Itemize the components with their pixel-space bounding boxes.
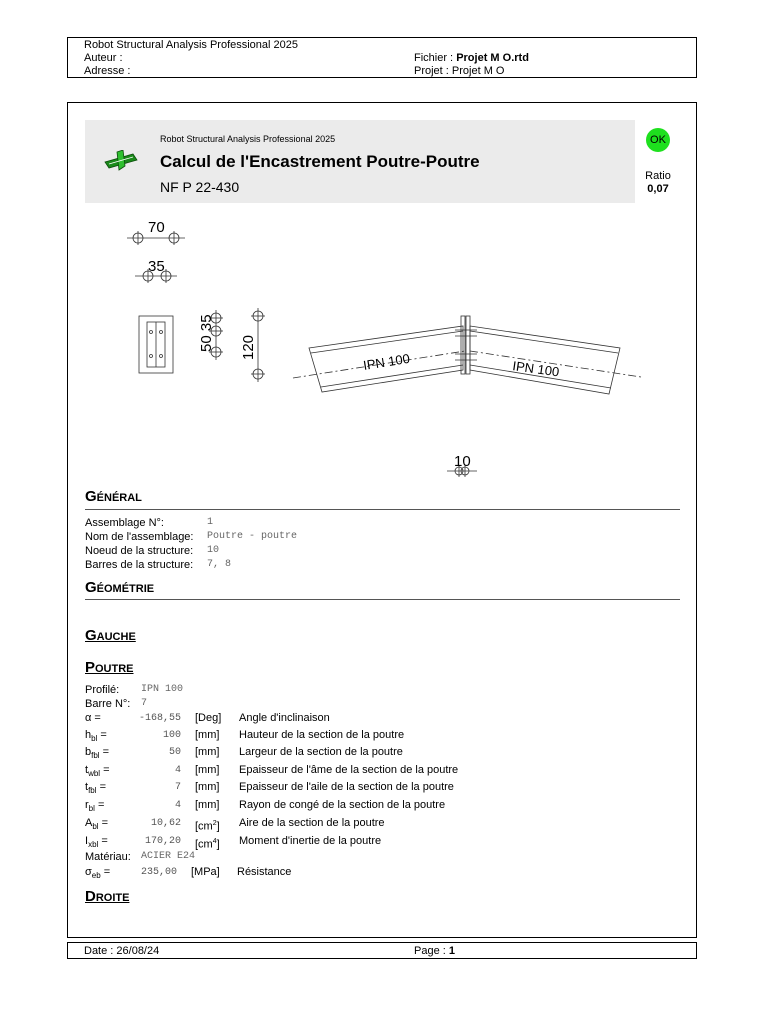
header-project: Projet : Projet M O <box>414 65 505 77</box>
ratio-box <box>634 120 681 203</box>
param-row: $A_{bl}$ = 10,62 $[cm^2]$ Aire de la section de la poutre <box>85 817 385 833</box>
section-divider <box>85 599 680 600</box>
banner-software: Robot Structural Analysis Professional 2025 <box>160 134 336 144</box>
header-software: Robot Structural Analysis Professional 2025 <box>84 39 299 51</box>
beam-right-label: IPN 100 <box>511 358 561 380</box>
param-row: $t_{fbl}$ = 7 [mm] Epaisseur de l'aile de la section de la poutre <box>85 781 454 796</box>
page-title: Calcul de l'Encastrement Poutre-Poutre <box>160 152 480 171</box>
status-ok-badge: OK <box>646 128 670 152</box>
material-row: Matériau: ACIER E24 <box>85 851 196 863</box>
alpha-symbol: α = <box>85 712 101 724</box>
general-row: Noeud de la structure: 10 <box>85 545 220 557</box>
right-heading: Droite <box>85 888 130 905</box>
title-banner <box>85 120 680 203</box>
page-number: 1 <box>448 945 455 957</box>
section-geometry-heading: Géométrie <box>85 579 155 596</box>
beam-left-label: IPN 100 <box>362 350 411 373</box>
bar-row: Barre N°: 7 <box>85 698 148 710</box>
ratio-label: Ratio <box>645 170 671 182</box>
left-heading: Gauche <box>85 627 136 644</box>
param-row: $h_{bl}$ = 100 [mm] Hauteur de la section de la poutre <box>85 729 405 744</box>
footer-page: Page : 1 <box>414 945 455 957</box>
header-address: Adresse : <box>84 65 131 77</box>
general-row: Barres de la structure: 7, 8 <box>85 559 232 571</box>
param-row: $r_{bl}$ = 4 [mm] Rayon de congé de la section de la poutre <box>85 799 446 814</box>
footer-date: Date : 26/08/24 <box>84 945 160 957</box>
dim-35-label: 35 <box>148 258 165 275</box>
param-row: $b_{fbl}$ = 50 [mm] Largeur de la section de la poutre <box>85 746 403 761</box>
param-row: $I_{xbl}$ = 170,20 $[cm^4]$ Moment d'inertie de la poutre <box>85 835 382 851</box>
general-row: Assemblage N°: 1 <box>85 517 214 529</box>
dim-10-label: 10 <box>454 453 471 470</box>
dim-70-label: 70 <box>148 219 165 236</box>
report-footer <box>67 942 697 959</box>
header-file-name: Projet M O.rtd <box>456 52 529 64</box>
ratio-value: 0,07 <box>647 183 669 195</box>
sigma-row: $\sigma_{eb}$ = 235,00 [MPa] Résistance <box>85 866 292 881</box>
header-file: Fichier : Projet M O.rtd <box>414 52 529 64</box>
report-header <box>67 37 697 78</box>
dim-120-label: 120 <box>240 334 257 360</box>
header-author: Auteur : <box>84 52 123 64</box>
robot-logo-icon <box>103 150 139 172</box>
profile-row: Profilé: IPN 100 <box>85 684 184 696</box>
dim-50-35-label: 50 35 <box>198 314 215 352</box>
param-row: α = -168,55 [Deg] Angle d'inclinaison <box>85 710 645 727</box>
section-divider <box>85 509 680 510</box>
section-general-heading: Général <box>85 488 142 505</box>
norm-label: NF P 22-430 <box>160 179 240 195</box>
param-row: $t_{wbl}$ = 4 [mm] Epaisseur de l'âme de la section de la poutre <box>85 764 459 779</box>
connection-drawing <box>85 210 680 485</box>
general-row: Nom de l'assemblage: Poutre - poutre <box>85 531 298 543</box>
beam-heading: Poutre <box>85 659 134 676</box>
